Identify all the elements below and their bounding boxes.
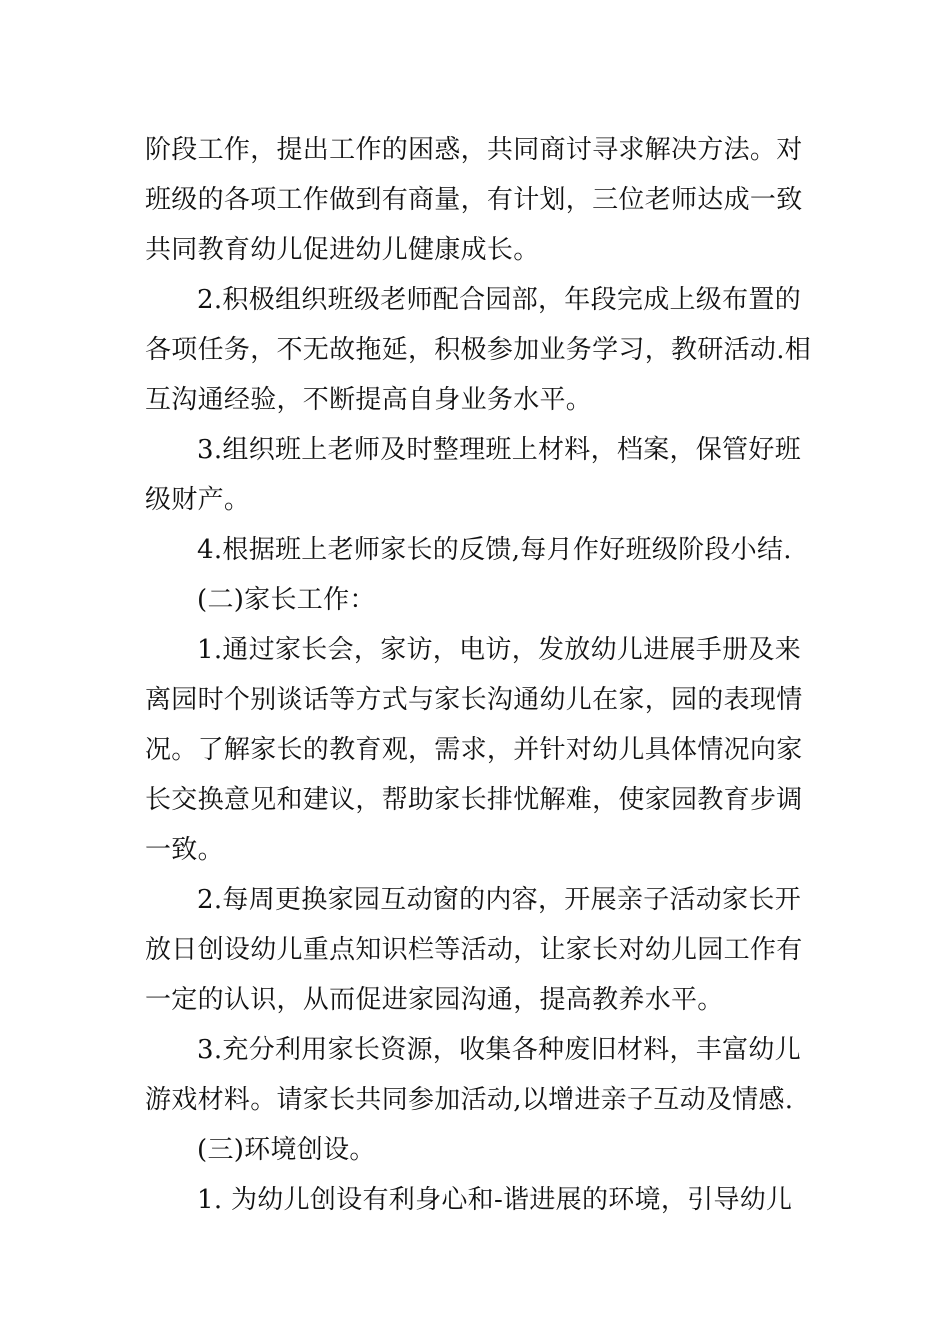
- text-line: 况。了解家长的教育观，需求，并针对幼儿具体情况向家: [145, 735, 803, 765]
- text-line: 共同教育幼儿促进幼儿健康成长。: [145, 235, 540, 265]
- text-line: 一致。: [145, 835, 224, 865]
- text-line: 4.根据班上老师家长的反馈,每月作好班级阶段小结.: [197, 535, 792, 565]
- text-line: 长交换意见和建议，帮助家长排忧解难，使家园教育步调: [145, 785, 803, 815]
- text-line: 级财产。: [145, 485, 251, 515]
- text-line: 3.组织班上老师及时整理班上材料，档案，保管好班: [197, 435, 802, 465]
- text-line: 1.通过家长会，家访，电访，发放幼儿进展手册及来: [197, 635, 802, 665]
- text-line: 2.每周更换家园互动窗的内容，开展亲子活动家长开: [197, 885, 802, 915]
- text-line: 离园时个别谈话等方式与家长沟通幼儿在家，园的表现情: [145, 685, 803, 715]
- text-line: 互沟通经验，不断提高自身业务水平。: [145, 385, 593, 415]
- text-line: 各项任务，不无故拖延，积极参加业务学习，教研活动.相: [145, 335, 812, 365]
- text-line: 3.充分利用家长资源，收集各种废旧材料，丰富幼儿: [197, 1035, 802, 1065]
- text-line: 2.积极组织班级老师配合园部，年段完成上级布置的: [197, 285, 802, 315]
- text-line: 阶段工作，提出工作的困惑，共同商讨寻求解决方法。对: [145, 135, 803, 165]
- text-line: 放日创设幼儿重点知识栏等活动，让家长对幼儿园工作有: [145, 935, 803, 965]
- text-line: 班级的各项工作做到有商量，有计划，三位老师达成一致: [145, 185, 803, 215]
- text-line: 一定的认识，从而促进家园沟通，提高教养水平。: [145, 985, 724, 1015]
- section-heading: (三)环境创设。: [197, 1135, 376, 1165]
- section-heading: (二)家长工作：: [197, 585, 376, 615]
- text-line: 1. 为幼儿创设有利身心和-谐进展的环境，引导幼儿: [197, 1185, 793, 1215]
- text-line: 游戏材料。请家长共同参加活动,以增进亲子互动及情感.: [145, 1085, 794, 1115]
